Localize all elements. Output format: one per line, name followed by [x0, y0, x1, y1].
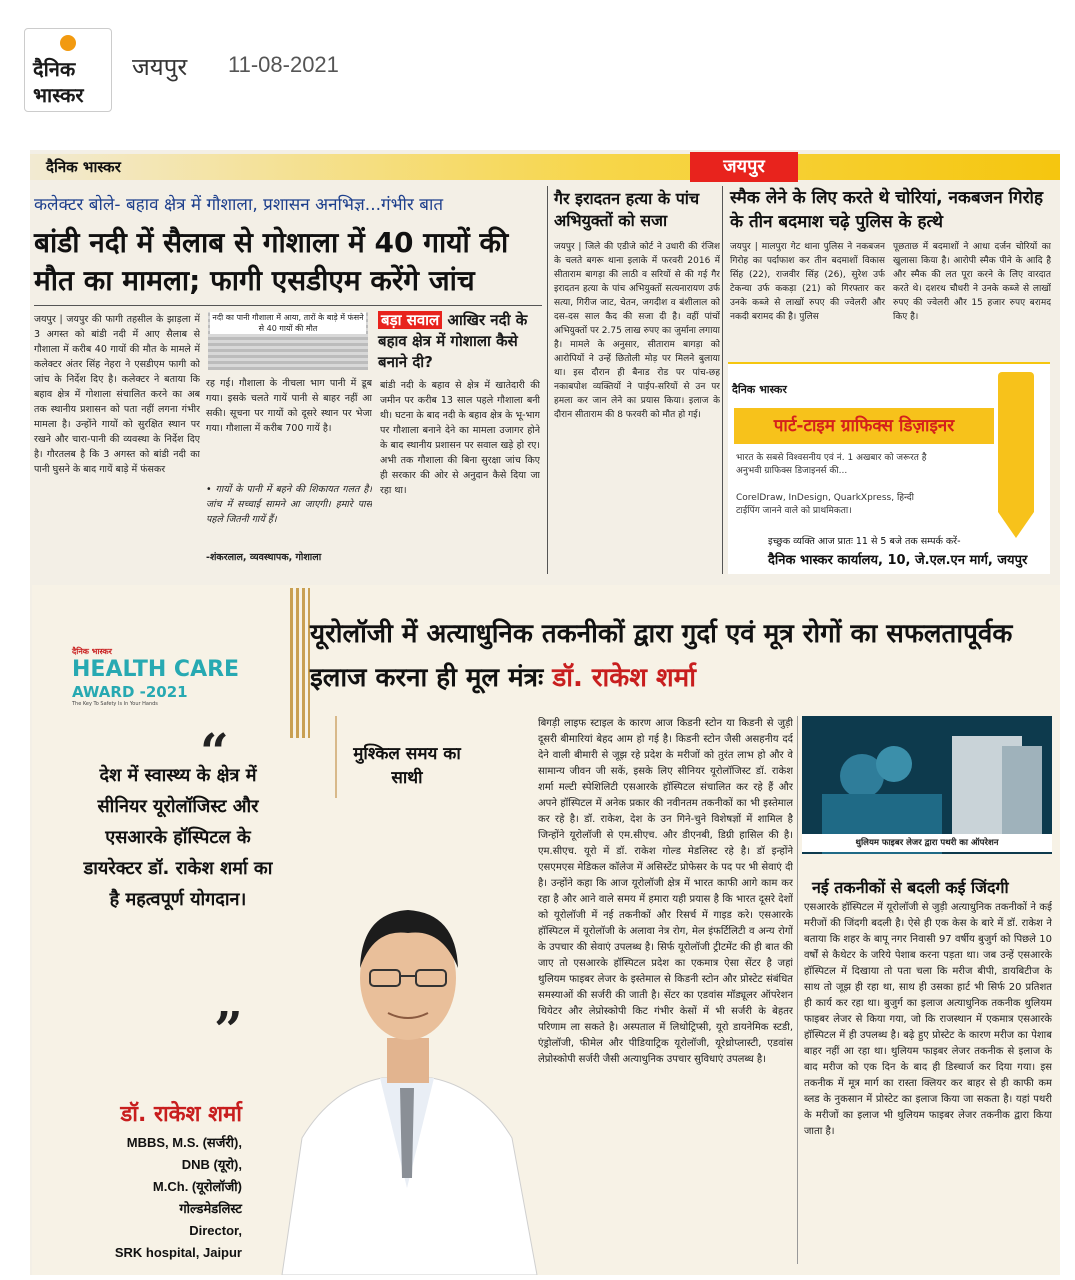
- award-tagline: The Key To Safety Is In Your Hands: [72, 701, 158, 707]
- column-rule: [797, 716, 798, 1264]
- feature-body-col2: एसआरके हॉस्पिटल में यूरोलॉजी से जुड़ी अत्याधुनिक तकनीकों ने कई मरीजों की जिंदगी बदली है। ऐसे ही एक केस के बारे में डॉ. राकेश ने बताया कि शहर के बापू नगर निवासी 97 वर्षीय बुजुर्ग को पिछले 10 वर्षों से कैथेटर के जरिये पेशाब करना पड़ता था। जब उन्हें एसआरके हॉस्पिटल में दिखाया तो पता चला कि मरीज बीपी, डायबिटीज के साथ तो जूझ ही रहा था, साथ ही उसका हार्ट भी सिर्फ 20 प्रतिशत ही कार्य कर रहा था। बुजुर्ग का इलाज अत्याधुनिक तकनीक थुलियम फाइबर लेजर से किया गया, जो कि राजस्थान में एकमात्र एसआरके हॉस्पिटल में ही उपलब्ध है। बढ़े हुए प्रोस्टेट के कारण मरीज का पेशाब बाहर नहीं आ रहा था। थुलियम फाइबर लेजर तकनीक से इलाज के बाद मरीज को एक दिन के बाद ही डिस्चार्ज कर दिया गया। इस तकनीक में मूत्र मार्ग का रास्ता क्लियर कर बाहर से ही काफी कम ब्लड के नुकसान में प्रोस्टेट का इलाज किया जा सकता है। यहां पथरी के मरीजों का इलाज भी थुलियम फाइबर लेजर तकनीक द्वारा किया जाता है।: [804, 902, 1052, 1137]
- column-rule: [547, 186, 548, 574]
- ad-line1: भारत के सबसे विश्वसनीय एवं नं. 1 अखबार को जरूरत है अनुभवी ग्राफिक्स डिजाइनर्स की...: [736, 453, 927, 476]
- qualification-line: SRK hospital, Jaipur: [114, 1245, 242, 1260]
- feature-headline-name: डॉ. राकेश शर्मा: [552, 663, 696, 693]
- job-advert: [728, 362, 1050, 574]
- story2-body: जयपुर | जिले की एडीजे कोर्ट ने उधारी की रंजिश के चलते बगरू थाना इलाके में फरवरी 2016 में सीताराम बागड़ा की लाठी व सरियों से की गई गैर इरादतन हत्या के पांच अभियुक्तों सत्यनारायण उर्फ सत्या, गिरीज जाट, चेतन, जगदीश व बंशीलाल को दस-दस साल कैद की सजा दी है। वहीं पांचों अभियुक्तों पर 2.75 लाख रुपए का जुर्माना लगाया है। मामले के अनुसार, सीताराम बागड़ा को आरोपियों ने उन्हें छितोली मोड़ पर मिलने बुलाया था। इस दौरान ही बैनाड रोड पर पांच-छह नकाबपोश व्यक्तियों ने पाईप-सरियों से उन पर हमला कर जान लेने का प्रयास किया। इलाज के दौरान सीताराम की 8 फरवरी को मौत हो गई।: [554, 242, 720, 420]
- sun-icon: [60, 35, 76, 51]
- feature-body-col1: बिगड़ी लाइफ स्टाइल के कारण आज किडनी स्टोन या किडनी से जुड़ी दूसरी बीमारियां बेहद आम हो गई है। किडनी स्टोन जैसी असहनीय दर्द देने वाली बीमारी से जूझ रहे प्रदेश के मरीजों को तुरंत लाभ हो और वे सामान्य जीवन जी सकें, इसके लिए सीनियर यूरोलॉजिस्ट डॉ. राकेश शर्मा मल्टी स्पेशिलिटी एसआरके हॉस्पिटल संचालित कर रहे हैं और अपने हॉस्पिटल में अनेक प्रकार की नवीनतम तकनीकों का भी इस्तेमाल कर रहे है। डॉ. राकेश, देश के उन गिने-चुने विशेषज्ञों में शामिल है जिन्होंने यूरोलॉजी से एम.सीएच. और डीएनबी, डिग्री हासिल की है। एम.सीएच. यूरो में डॉ. राकेश गोल्ड मेडलिस्ट रहे है। डॉ इन्होंने एसएमएस मेडिकल कॉलेज में असिस्टेंट प्रोफेसर के पद पर भी सेवाएं दी है। उन्होंने कहा कि आज यूरोलॉजी क्षेत्र में भारत काफी आगे काम कर रहा है और आने वाले समय में हमारा यही प्रयास है कि भारत दूसरे देशों को यूरोलॉजी में नई तकनीकों और रिसर्च में गाइड करे। एसआरके हॉस्पिटल में यूरोलॉजी के अलावा नेत्र रोग, मेल इंफर्टिलिटी व अन्य रोगों के उपचार की सेवाएं उपलब्ध है। सिर्फ यूरोलॉजी ट्रीटमेंट की ही बात की जाए तो एसआरके हॉस्पिटल प्रदेश का एकमात्र ऐसा सेंटर है जहां थुलियम फाइबर लेजर के इस्तेमाल से किडनी स्टोन और प्रोस्टेट संबंधित समस्याओं की सर्जरी की जाती है। सेंटर का एडवांस मॉड्यूलर ऑपरेशन थियेटर और लेप्रोस्कोपी किट गंभीर केसों में भी सर्जरी के बेहतर परिणाम ला सकते है। अस्पताल में लिथोट्रिप्सी, यूरो डायनेमिक स्टडी, एंड्रोलॉजी, फीमेल और पीडियाट्रिक यूरोलॉजी, यूरेथ्रोप्लास्टी, एडवांस लेप्रोस्कोपी सर्जरी जैसी अत्याधुनिक उपचार सुविधाएं उपलब्ध है।: [538, 718, 793, 1065]
- ad-brand: दैनिक भास्कर: [732, 383, 787, 396]
- story2-headline: गैर इरादतन हत्या के पांच अभियुक्तों को सजा: [554, 189, 700, 230]
- big-question-tag: बड़ा सवाल: [378, 311, 442, 329]
- pencil-icon: [998, 372, 1034, 512]
- story1-quote: • गायों के पानी में बहने की शिकायत गलत है। जांच में सच्चाई सामने आ जाएगी। हमारे पास पहले जितनी गायें हैं।: [206, 484, 372, 525]
- story1-byline: -शंकरलाल, व्यवस्थापक, गोशाला: [206, 552, 322, 563]
- qualification-line: DNB (यूरो),: [181, 1157, 242, 1172]
- big-question-title: आखिर नदी के बहाव क्षेत्र में गोशाला कैसे बनाने दी?: [378, 311, 528, 371]
- ad-cta: इच्छुक व्यक्ति आज प्रातः 11 से 5 बजे तक सम्पर्क करें-: [768, 536, 961, 547]
- award-brand: दैनिक भास्कर: [72, 647, 112, 656]
- logo-line1: दैनिक: [33, 57, 76, 81]
- feature-headline: [310, 612, 1055, 700]
- doctor-qualifications: [92, 1132, 242, 1264]
- ad-address: दैनिक भास्कर कार्यालय, 10, जे.एल.एन मार्ग, जयपुर: [768, 553, 1028, 568]
- qualification-line: M.Ch. (यूरोलॉजी): [152, 1179, 242, 1194]
- story1-headline: बांडी नदी में सैलाब से गोशाला में 40 गायों की मौत का मामला; फागी एसडीएम करेंगे जांच: [34, 226, 509, 297]
- award-main: HEALTH CARE: [72, 657, 240, 682]
- edition-date: 11-08-2021: [228, 52, 339, 77]
- column-rule: [722, 186, 723, 574]
- story3-col1: जयपुर | मालपुरा गेट थाना पुलिस ने नकबजन गिरोह का पर्दाफाश कर तीन बदमाशों विकास सिंह (22), राजवीर सिंह (26), सुरेश उर्फ टेकन्या उर्फ ककड़ा (21) को गिरफ्तार कर उनके कब्जे से लाखों रुपए की ज्वेलरी और नकदी बरामद की है। पुलिस: [730, 242, 885, 322]
- dainik-bhaskar-logo[interactable]: [24, 28, 112, 112]
- ad-line2: CorelDraw, InDesign, QuarkXpress, हिन्दी टाईपिंग जानने वाले को प्राथमिकता।: [736, 493, 914, 516]
- big-question-box: [378, 310, 543, 373]
- story1-kicker: कलेक्टर बोले- बहाव क्षेत्र में गौशाला, प्रशासन अनभिज्ञ...गंभीर बात: [34, 195, 444, 215]
- page-header: [0, 0, 1075, 140]
- story3-headline: स्मैक लेने के लिए करते थे चोरियां, नकबजन गिरोह के तीन बदमाश चढ़े पुलिस के हत्थे: [730, 188, 1043, 232]
- health-care-award-logo: [72, 646, 262, 706]
- operation-caption: थुलियम फाइबर लेजर द्वारा पथरी का ऑपरेशन: [802, 834, 1052, 852]
- feature-subhead: नई तकनीकों से बदली कई जिंदगी: [812, 878, 1009, 897]
- close-quote-icon: ”: [214, 1000, 243, 1059]
- motto-box: [335, 716, 507, 798]
- motto-text: मुश्किल समय का साथी: [353, 744, 461, 788]
- divider: [34, 305, 542, 306]
- story1-col3: बांडी नदी के बहाव से क्षेत्र में खातेदारी की जमीन पर करीब 13 साल पहले गौशाला बनी थी। घटना के बाद नदी के बहाव क्षेत्र के भू-भाग पर गौशाला बनाने देने का मामला उजागर होने के बाद स्थानीय प्रशासन पर सवाल खड़े हो रए। अभी तक गौशाला की बिना सुरक्षा जांच किए ही सरकार की ओर से अनुदान कैसे दिया जा रहा था।: [380, 380, 540, 496]
- strip-city: जयपुर: [690, 152, 798, 182]
- award-year: AWARD -2021: [72, 683, 188, 701]
- edition-name: जयपुर: [132, 53, 188, 81]
- qualification-line: गोल्डमेडलिस्ट: [179, 1201, 242, 1216]
- ad-title: पार्ट-टाइम ग्राफिक्स डिज़ाइनर: [734, 408, 994, 444]
- qualification-line: Director,: [189, 1223, 242, 1238]
- story1-col2: रह गई। गौशाला के नीचला भाग पानी में डूब गया। इसके चलते गायें पानी से बाहर नहीं आ सकी। सूचना पर गायों को दूसरे स्थान पर भेजा गया। गौशाला में करीब 700 गायें है।: [206, 378, 372, 434]
- feature-headline-text: यूरोलॉजी में अत्याधुनिक तकनीकों द्वारा गुर्दा एवं मूत्र रोगों का सफलतापूर्वक इलाज करना ही मूल मंत्रः: [310, 619, 1013, 693]
- pull-quote: देश में स्वास्थ्य के क्षेत्र में सीनियर यूरोलॉजिस्ट और एसआरके हॉस्पिटल के डायरेक्टर डॉ. राकेश शर्मा का है महत्वपूर्ण योगदान।: [83, 765, 273, 910]
- photo-caption: नदी का पानी गौशाला में आया, तारों के बाड़े में फंसने से 40 गायों की मौत: [210, 312, 366, 334]
- doctor-name: डॉ. राकेश शर्मा: [120, 1102, 242, 1127]
- strip-brand: दैनिक भास्कर: [46, 158, 121, 176]
- doctor-portrait: [262, 888, 552, 1275]
- open-quote-icon: “: [200, 722, 229, 781]
- logo-line2: भास्कर: [33, 83, 84, 107]
- section-strip: [30, 154, 1060, 180]
- story1-col1: जयपुर | जयपुर की फागी तहसील के झाड़ला में 3 अगस्त को बांडी नदी में आए सैलाब से गौशाला में करीब 40 गायों की मौत के मामले में कलेक्टर अंतर सिंह नेहरा ने एसडीएम फागी को जांच के निर्देश दिए है। कलेक्टर ने बताया कि बहाव क्षेत्र में गोशाला संचालित करने का अब तक स्थानीय प्रशासन को पता नहीं लगना गंभीर मामला है। उन्होंने गायों को सुरक्षित स्थान पर रखने और चारा-पानी की व्यवस्था के निर्देश दिए है। गौरतलब है कि 3 अगस्त को बांडी नदी का पानी घुसने के बाद गायें बाड़े में फंसकर: [34, 314, 200, 475]
- qualification-line: MBBS, M.S. (सर्जरी),: [126, 1135, 242, 1150]
- story3-col2: पूछताछ में बदमाशों ने आधा दर्जन चोरियों का खुलासा किया है। आरोपी स्मैक पीने के आदि है और स्मैक की लत पूरा करने के लिए वारदात करते थे। दशरथ चौधरी ने उनके कब्जे से लाखों रुपए की ज्वेलरी और 15 हजार रुपए बरामद किए है।: [893, 242, 1051, 322]
- decorative-stripes: [290, 588, 310, 738]
